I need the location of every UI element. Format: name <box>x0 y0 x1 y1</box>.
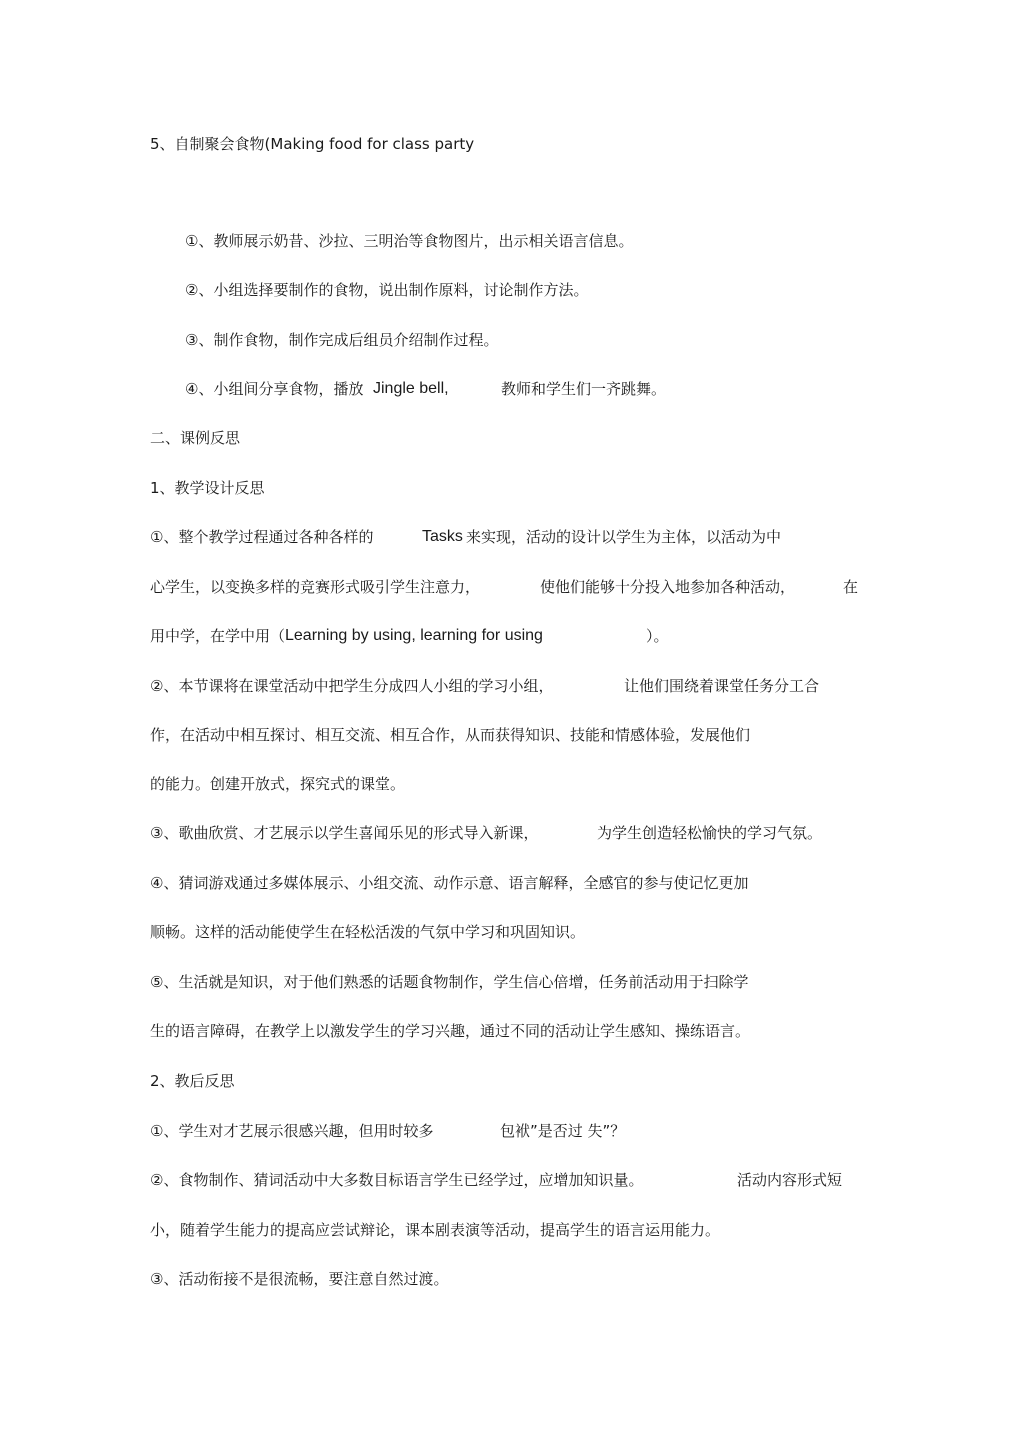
design-p1-l3-quote: Learning by using, learning for using <box>285 627 543 644</box>
design-p1-l1-c: 来实现，活动的设计以学生为主体，以活动为中 <box>466 528 782 546</box>
design-p2-l1-a: ②、本节课将在课堂活动中把学生分成四人小组的学习小组， <box>150 677 554 695</box>
design-p1-l1-tasks: Tasks <box>422 528 463 545</box>
design-p3-a: ③、歌曲欣赏、才艺展示以学生喜闻乐见的形式导入新课， <box>150 824 539 842</box>
step-1: ①、教师展示奶昔、沙拉、三明治等食物图片，出示相关语言信息。 <box>185 232 634 250</box>
reflection-heading: 二、课例反思 <box>150 429 241 447</box>
section-5-title: 5、自制聚会食物(Making food for class party <box>150 135 475 153</box>
design-p1-l2-c: 在 <box>843 578 859 596</box>
design-p2-line3: 的能力。创建开放式，探究式的课堂。 <box>150 775 406 793</box>
step-4-song: Jingle bell, <box>373 380 449 397</box>
design-p4-line1: ④、猜词游戏通过多媒体展示、小组交流、动作示意、语言解释，全感官的参与使记忆更加 <box>150 874 749 892</box>
step-4-text-c: 教师和学生们一齐跳舞。 <box>501 380 667 398</box>
design-p1-l3-c: ）。 <box>646 627 669 645</box>
design-p2-l1-b: 让他们围绕着课堂任务分工合 <box>624 677 820 695</box>
step-2: ②、小组选择要制作的食物，说出制作原料，讨论制作方法。 <box>185 281 589 299</box>
step-3: ③、制作食物，制作完成后组员介绍制作过程。 <box>185 331 499 349</box>
after-reflection-heading: 2、教后反思 <box>150 1072 235 1090</box>
design-reflection-heading: 1、教学设计反思 <box>150 479 265 497</box>
design-p1-l3-a: 用中学，在学中用（ <box>150 627 286 645</box>
after-p2-line2: 小，随着学生能力的提高应尝试辩论，课本剧表演等活动，提高学生的语言运用能力。 <box>150 1221 721 1239</box>
after-p3: ③、活动衔接不是很流畅，要注意自然过渡。 <box>150 1270 449 1288</box>
design-p1-l2-b: 使他们能够十分投入地参加各种活动， <box>540 578 796 596</box>
design-p2-line2: 作，在活动中相互探讨、相互交流、相互合作，从而获得知识、技能和情感体验，发展他们 <box>150 726 751 744</box>
design-p1-l1-a: ①、整个教学过程通过各种各样的 <box>150 528 374 546</box>
design-p3-b: 为学生创造轻松愉快的学习气氛。 <box>597 824 823 842</box>
after-p2-l1-b: 活动内容形式短 <box>737 1171 843 1189</box>
after-p1-b: 包袱”是否过 失”？ <box>500 1122 626 1140</box>
design-p1-l2-a: 心学生，以变换多样的竞赛形式吸引学生注意力， <box>150 578 481 596</box>
step-4-text-a: ④、小组间分享食物，播放 <box>185 380 364 398</box>
after-p1-a: ①、学生对才艺展示很感兴趣，但用时较多 <box>150 1122 434 1140</box>
design-p5-line1: ⑤、生活就是知识，对于他们熟悉的话题食物制作，学生信心倍增，任务前活动用于扫除学 <box>150 973 749 991</box>
design-p5-line2: 生的语言障碍，在教学上以激发学生的学习兴趣，通过不同的活动让学生感知、操练语言。 <box>150 1022 751 1040</box>
after-p2-l1-a: ②、食物制作、猜词活动中大多数目标语言学生已经学过，应增加知识量。 <box>150 1171 644 1189</box>
design-p4-line2: 顺畅。这样的活动能使学生在轻松活泼的气氛中学习和巩固知识。 <box>150 923 586 941</box>
